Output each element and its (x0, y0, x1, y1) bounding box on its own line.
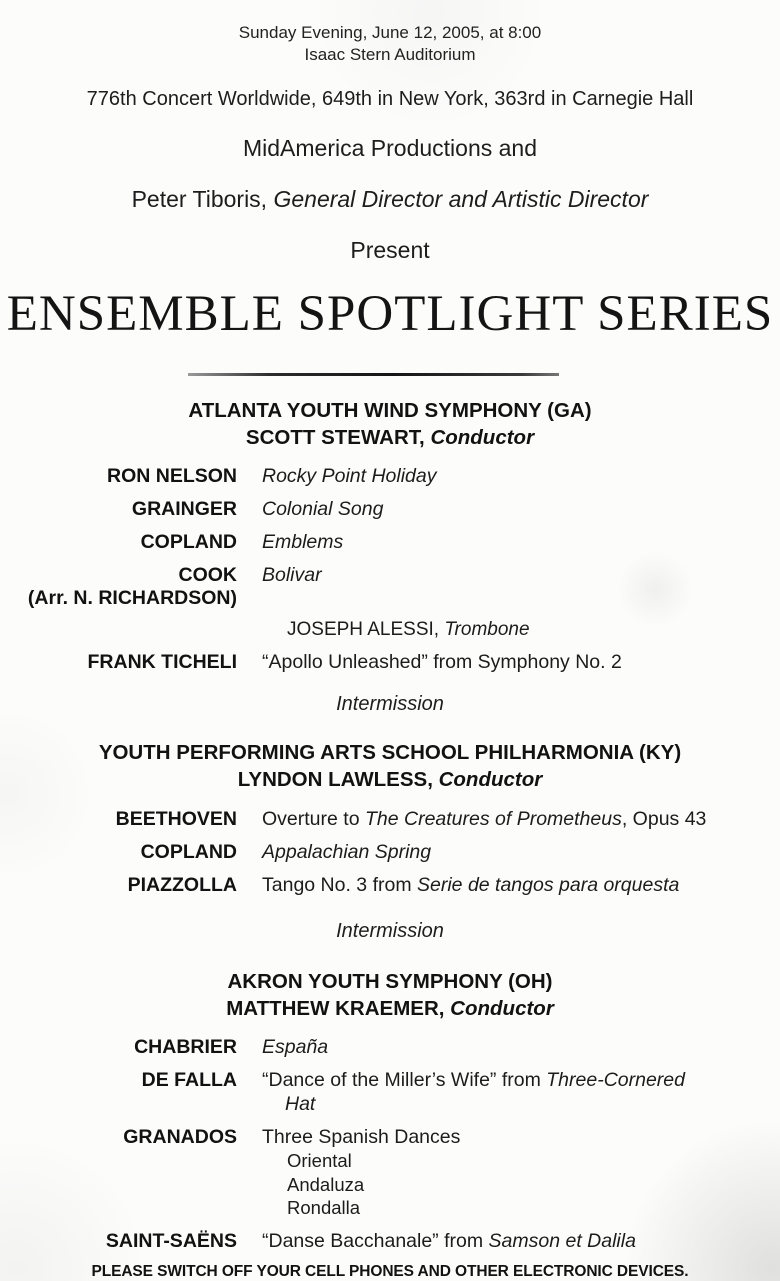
work-title-italic: Emblems (262, 531, 344, 553)
conductor-name: SCOTT STEWART, (245, 426, 425, 449)
soloist-line (287, 618, 530, 642)
composer-name-line1: COOK (178, 564, 237, 586)
work-title-text: Overture to (262, 808, 365, 830)
composer-name: BEETHOVEN (115, 808, 237, 830)
work-title-italic: España (262, 1036, 329, 1058)
work-title-text: “Apollo Unleashed” from Symphony No. 2 (262, 651, 622, 673)
soloist-instrument: Trombone (444, 619, 530, 640)
program-row (0, 1125, 780, 1220)
venue-name: Isaac Stern Auditorium (304, 45, 476, 64)
soloist-row (0, 618, 780, 642)
divider-rule (188, 373, 559, 376)
work-title-line2: Hat (285, 1093, 316, 1115)
work-title (262, 840, 431, 864)
program-list-atlanta (0, 464, 780, 674)
event-datetime: Sunday Evening, June 12, 2005, at 8:00 (238, 23, 542, 42)
program-row (0, 1229, 780, 1253)
director-title: General Director and Artistic Director (273, 186, 649, 212)
composer-name: GRANADOS (123, 1126, 237, 1148)
work-title-text: Tango No. 3 from (262, 874, 417, 896)
present-label: Present (350, 237, 430, 263)
work-title-italic: Three-Cornered (546, 1069, 685, 1091)
intermission-label: Intermission (336, 920, 444, 942)
work-title-italic: The Creatures of Prometheus (364, 808, 622, 830)
program-row (0, 840, 780, 864)
work-title (262, 1035, 328, 1059)
composer-name: CHABRIER (134, 1036, 237, 1058)
composer-name: SAINT-SAËNS (105, 1229, 237, 1252)
program-row (0, 1035, 780, 1059)
composer-name: FRANK TICHELI (87, 651, 237, 673)
composer-name: COPLAND (140, 841, 237, 863)
work-title-text: “Danse Bacchanale” from (262, 1229, 489, 1252)
composer-arranger-line: (Arr. N. RICHARDSON) (27, 587, 237, 609)
movement-item: Andaluza (287, 1173, 365, 1195)
work-title (262, 530, 343, 554)
work-title-italic: Rocky Point Holiday (262, 465, 437, 487)
conductor-name: LYNDON LAWLESS, (237, 768, 433, 791)
series-title: ENSEMBLE SPOTLIGHT SERIES (6, 286, 774, 342)
soloist-name: JOSEPH ALESSI, (287, 619, 440, 640)
work-title-text: , Opus 43 (621, 808, 707, 830)
composer-name: DE FALLA (141, 1069, 237, 1091)
movement-list (262, 1149, 460, 1220)
work-title (262, 873, 679, 897)
conductor-line-yps (0, 766, 780, 793)
work-title (262, 1068, 685, 1116)
program-row (0, 563, 780, 609)
composer-name (0, 563, 237, 609)
work-title-italic: Appalachian Spring (262, 841, 432, 863)
program-row (0, 497, 780, 521)
ensemble-name-yps: YOUTH PERFORMING ARTS SCHOOL PHILHARMONIA (KY) (98, 741, 682, 764)
work-title-line1 (262, 1068, 685, 1092)
program-list-akron (0, 1035, 780, 1253)
program-row (0, 873, 780, 897)
work-title-italic: Samson et Dalila (488, 1229, 636, 1252)
conductor-line-atlanta (0, 424, 780, 451)
program-list-yps (0, 807, 780, 897)
producer-line: MidAmerica Productions and (242, 135, 538, 161)
composer-name: COPLAND (140, 531, 237, 553)
work-title-text: Three Spanish Dances (262, 1126, 461, 1148)
work-title-italic: Bolivar (262, 564, 322, 586)
conductor-line-akron (0, 995, 780, 1022)
work-title-text: “Dance of the Miller’s Wife” from (262, 1069, 547, 1091)
conductor-role: Conductor (450, 997, 554, 1020)
work-title (262, 650, 622, 674)
ensemble-name-atlanta: ATLANTA YOUTH WIND SYMPHONY (GA) (188, 399, 592, 422)
conductor-name: MATTHEW KRAEMER, (226, 997, 445, 1020)
work-title (262, 464, 437, 488)
composer-name: GRAINGER (131, 498, 237, 520)
work-title-italic: Serie de tangos para orquesta (417, 874, 680, 896)
composer-name: PIAZZOLLA (127, 874, 237, 896)
program-row (0, 530, 780, 554)
work-title (262, 563, 322, 587)
conductor-role: Conductor (438, 768, 543, 791)
work-title (262, 807, 706, 831)
cell-phone-notice: PLEASE SWITCH OFF YOUR CELL PHONES AND OTHER ELECTRONIC DEVICES. (91, 1262, 689, 1280)
work-title-italic: Colonial Song (262, 498, 384, 520)
work-title (262, 1125, 460, 1220)
composer-name: RON NELSON (106, 465, 237, 487)
ensemble-name-akron: AKRON YOUTH SYMPHONY (OH) (227, 970, 553, 993)
movement-item: Rondalla (287, 1197, 361, 1218)
movement-item: Oriental (287, 1150, 352, 1171)
concert-count-line: 776th Concert Worldwide, 649th in New York, 363rd in Carnegie Hall (86, 88, 694, 110)
conductor-role: Conductor (430, 426, 535, 449)
intermission-label: Intermission (336, 693, 444, 715)
program-row (0, 1068, 780, 1116)
director-line (0, 185, 780, 214)
program-row (0, 807, 780, 831)
director-name: Peter Tiboris, (131, 186, 268, 212)
work-title (262, 1229, 636, 1253)
work-title (262, 497, 383, 521)
program-row (0, 650, 780, 674)
program-row (0, 464, 780, 488)
